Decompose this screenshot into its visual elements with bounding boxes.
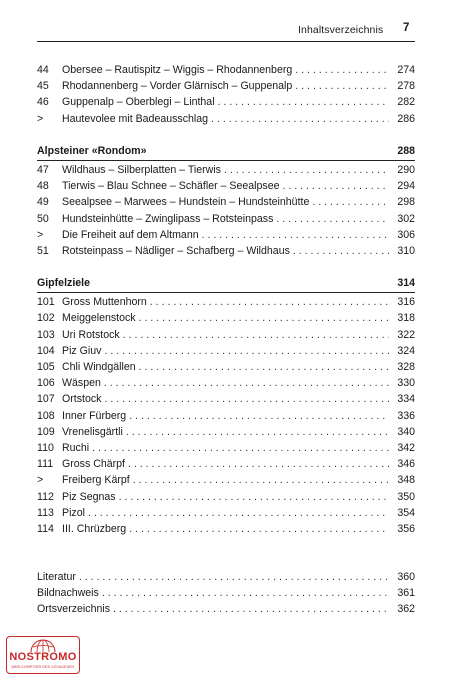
entry-title: Hautevolee mit Badeausschlag (62, 112, 209, 125)
entry-page: 350 (397, 490, 415, 503)
toc-entry (37, 162, 415, 178)
entry-title: Literatur (37, 571, 76, 584)
header-title: Inhaltsverzeichnis (298, 24, 384, 36)
entry-number: 48 (37, 180, 49, 193)
toc-entry (37, 227, 415, 243)
entry-number: 45 (37, 80, 49, 93)
entry-title: Chli Windgällen (62, 361, 136, 373)
entry-number: 49 (37, 196, 49, 209)
entry-number: 44 (37, 64, 49, 76)
entry-title: Guppenalp – Oberblegi – Linthal (62, 96, 215, 109)
entry-title: Gross Chärpf (62, 458, 125, 471)
entry-page: 306 (397, 228, 415, 241)
toc-entry (37, 601, 415, 617)
appendix-entries (37, 569, 415, 618)
entry-title: Ortstock (62, 393, 102, 406)
entry-number: 108 (37, 409, 55, 422)
entry-number: 114 (37, 522, 54, 535)
toc-entry (37, 408, 415, 424)
section-heading (37, 143, 415, 159)
entry-title: Piz Segnas (62, 490, 116, 503)
toc-entry (37, 327, 415, 343)
entry-page: 328 (397, 361, 415, 373)
entry-page: 294 (397, 180, 415, 193)
dot-leader (113, 601, 389, 617)
entry-marker: > (37, 474, 44, 487)
section-alpsteiner (37, 143, 415, 259)
entry-page: 286 (397, 112, 415, 125)
entry-title: Ortsverzeichnis (37, 603, 110, 616)
toc-entry (37, 243, 415, 259)
dot-leader (202, 227, 389, 243)
toc-entry (37, 211, 415, 227)
toc-entry (37, 505, 415, 521)
dot-leader (123, 327, 389, 343)
entry-number: 105 (37, 361, 55, 373)
dot-leader (211, 111, 389, 127)
dot-leader (312, 194, 389, 210)
section-rule (37, 160, 415, 161)
dot-leader (139, 310, 389, 326)
section-heading (37, 275, 415, 291)
toc-entry (37, 178, 415, 194)
entry-page: 310 (397, 244, 415, 257)
entry-number: 111 (37, 458, 54, 471)
toc-entry (37, 456, 415, 472)
entry-title: III. Chrüzberg (62, 522, 127, 535)
globe-icon (29, 638, 57, 652)
entry-page: 334 (397, 393, 415, 406)
entry-number: 102 (37, 312, 55, 325)
section-title: Alpsteiner «Rondom» (37, 144, 147, 157)
section-page: 314 (397, 277, 415, 290)
entry-title: Uri Rotstock (62, 328, 120, 341)
top-entries (37, 62, 415, 127)
entry-number: 106 (37, 377, 55, 390)
entry-title: Pizol (62, 506, 85, 519)
dot-leader (129, 408, 389, 424)
toc-entry (37, 294, 415, 310)
entry-title: Freiberg Kärpf (62, 474, 130, 487)
entry-page: 274 (397, 64, 415, 76)
entry-page: 316 (397, 296, 415, 309)
toc-entry (37, 111, 415, 127)
entry-page: 330 (397, 377, 415, 390)
toc-entry (37, 489, 415, 505)
dot-leader (128, 456, 389, 472)
toc-entry (37, 391, 415, 407)
watermark-logo (6, 636, 80, 674)
entry-page: 362 (397, 603, 415, 616)
toc-entry (37, 62, 415, 78)
dot-leader (295, 78, 389, 94)
toc-entry (37, 194, 415, 210)
dot-leader (295, 62, 389, 78)
entry-title: Seealpsee – Marwees – Hundstein – Hundsteinhütte (62, 196, 310, 209)
entry-title: Wildhaus – Silberplatten – Tierwis (62, 163, 221, 176)
entry-page: 302 (397, 212, 415, 225)
entry-number: 112 (37, 490, 54, 503)
dot-leader (283, 178, 390, 194)
toc-entry (37, 359, 415, 375)
entry-page: 361 (397, 587, 415, 600)
entry-title: Vrenelisgärtli (62, 425, 123, 438)
entry-number: 109 (37, 425, 55, 438)
table-of-contents (37, 62, 415, 618)
entry-page: 360 (397, 571, 415, 584)
entry-marker: > (37, 112, 44, 125)
entry-page: 324 (397, 344, 415, 357)
entry-number: 103 (37, 328, 55, 341)
toc-entry (37, 585, 415, 601)
toc-entry (37, 440, 415, 456)
entry-title: Tierwis – Blau Schnee – Schäfler – Seealpsee (62, 180, 280, 193)
toc-entry (37, 521, 415, 537)
entry-page: 298 (397, 196, 415, 209)
entry-page: 342 (397, 441, 415, 454)
entry-title: Hundsteinhütte – Zwinglipass – Rotsteinpass (62, 212, 274, 225)
entry-page: 336 (397, 409, 415, 422)
watermark-name: NOSTROMO (9, 651, 77, 663)
dot-leader (224, 162, 389, 178)
section-title: Gipfelziele (37, 277, 90, 290)
dot-leader (104, 391, 389, 407)
dot-leader (133, 472, 389, 488)
toc-entry (37, 424, 415, 440)
dot-leader (293, 243, 389, 259)
dot-leader (139, 359, 389, 375)
dot-leader (150, 294, 389, 310)
section-rule (37, 292, 415, 293)
dot-leader (102, 585, 389, 601)
entry-title: Gross Muttenhorn (62, 296, 147, 309)
watermark-tagline: WEB COMPTOIR DES VOYAGEURS (11, 665, 75, 669)
entry-page: 290 (397, 163, 415, 176)
header-rule (37, 41, 415, 42)
entry-number: 110 (37, 441, 54, 454)
entry-title: Wäspen (62, 377, 101, 390)
toc-entry (37, 78, 415, 94)
entry-page: 318 (397, 312, 415, 325)
dot-leader (276, 211, 389, 227)
dot-leader (92, 440, 389, 456)
entry-title: Piz Giuv (62, 344, 102, 357)
dot-leader (104, 375, 389, 391)
entry-page: 278 (397, 80, 415, 93)
entry-title: Ruchi (62, 441, 90, 454)
entry-title: Meiggelenstock (62, 312, 136, 325)
toc-entry (37, 472, 415, 488)
entry-title: Obersee – Rautispitz – Wiggis – Rhodannenberg (62, 64, 293, 76)
entry-marker: > (37, 228, 44, 241)
entry-number: 104 (37, 344, 55, 357)
entry-page: 346 (397, 458, 415, 471)
entry-number: 101 (37, 296, 55, 309)
entry-title: Bildnachweis (37, 587, 99, 600)
entry-page: 356 (397, 522, 415, 535)
section-gipfelziele (37, 275, 415, 537)
entry-title: Rotsteinpass – Nädliger – Schafberg – Wildhaus (62, 244, 290, 257)
dot-leader (119, 489, 389, 505)
entry-number: 50 (37, 212, 49, 225)
entry-number: 51 (37, 244, 49, 257)
toc-entry (37, 94, 415, 110)
entry-number: 107 (37, 393, 55, 406)
header-page-number: 7 (403, 22, 410, 34)
dot-leader (126, 424, 389, 440)
entry-page: 282 (397, 96, 415, 109)
toc-entry (37, 375, 415, 391)
section-page: 288 (397, 144, 415, 157)
dot-leader (129, 521, 389, 537)
dot-leader (104, 343, 389, 359)
toc-entry (37, 569, 415, 585)
dot-leader (88, 505, 389, 521)
entry-title: Die Freiheit auf dem Altmann (62, 228, 199, 241)
dot-leader (79, 569, 389, 585)
entry-number: 113 (37, 506, 54, 519)
entry-number: 47 (37, 163, 49, 176)
entry-page: 340 (397, 425, 415, 438)
entry-title: Inner Fürberg (62, 409, 127, 422)
entry-page: 348 (397, 474, 415, 487)
dot-leader (218, 94, 389, 110)
toc-entry (37, 343, 415, 359)
entry-page: 322 (397, 328, 415, 341)
entry-number: 46 (37, 96, 49, 109)
entry-title: Rhodannenberg – Vorder Glärnisch – Guppenalp (62, 80, 293, 93)
toc-entry (37, 310, 415, 326)
entry-page: 354 (397, 506, 415, 519)
